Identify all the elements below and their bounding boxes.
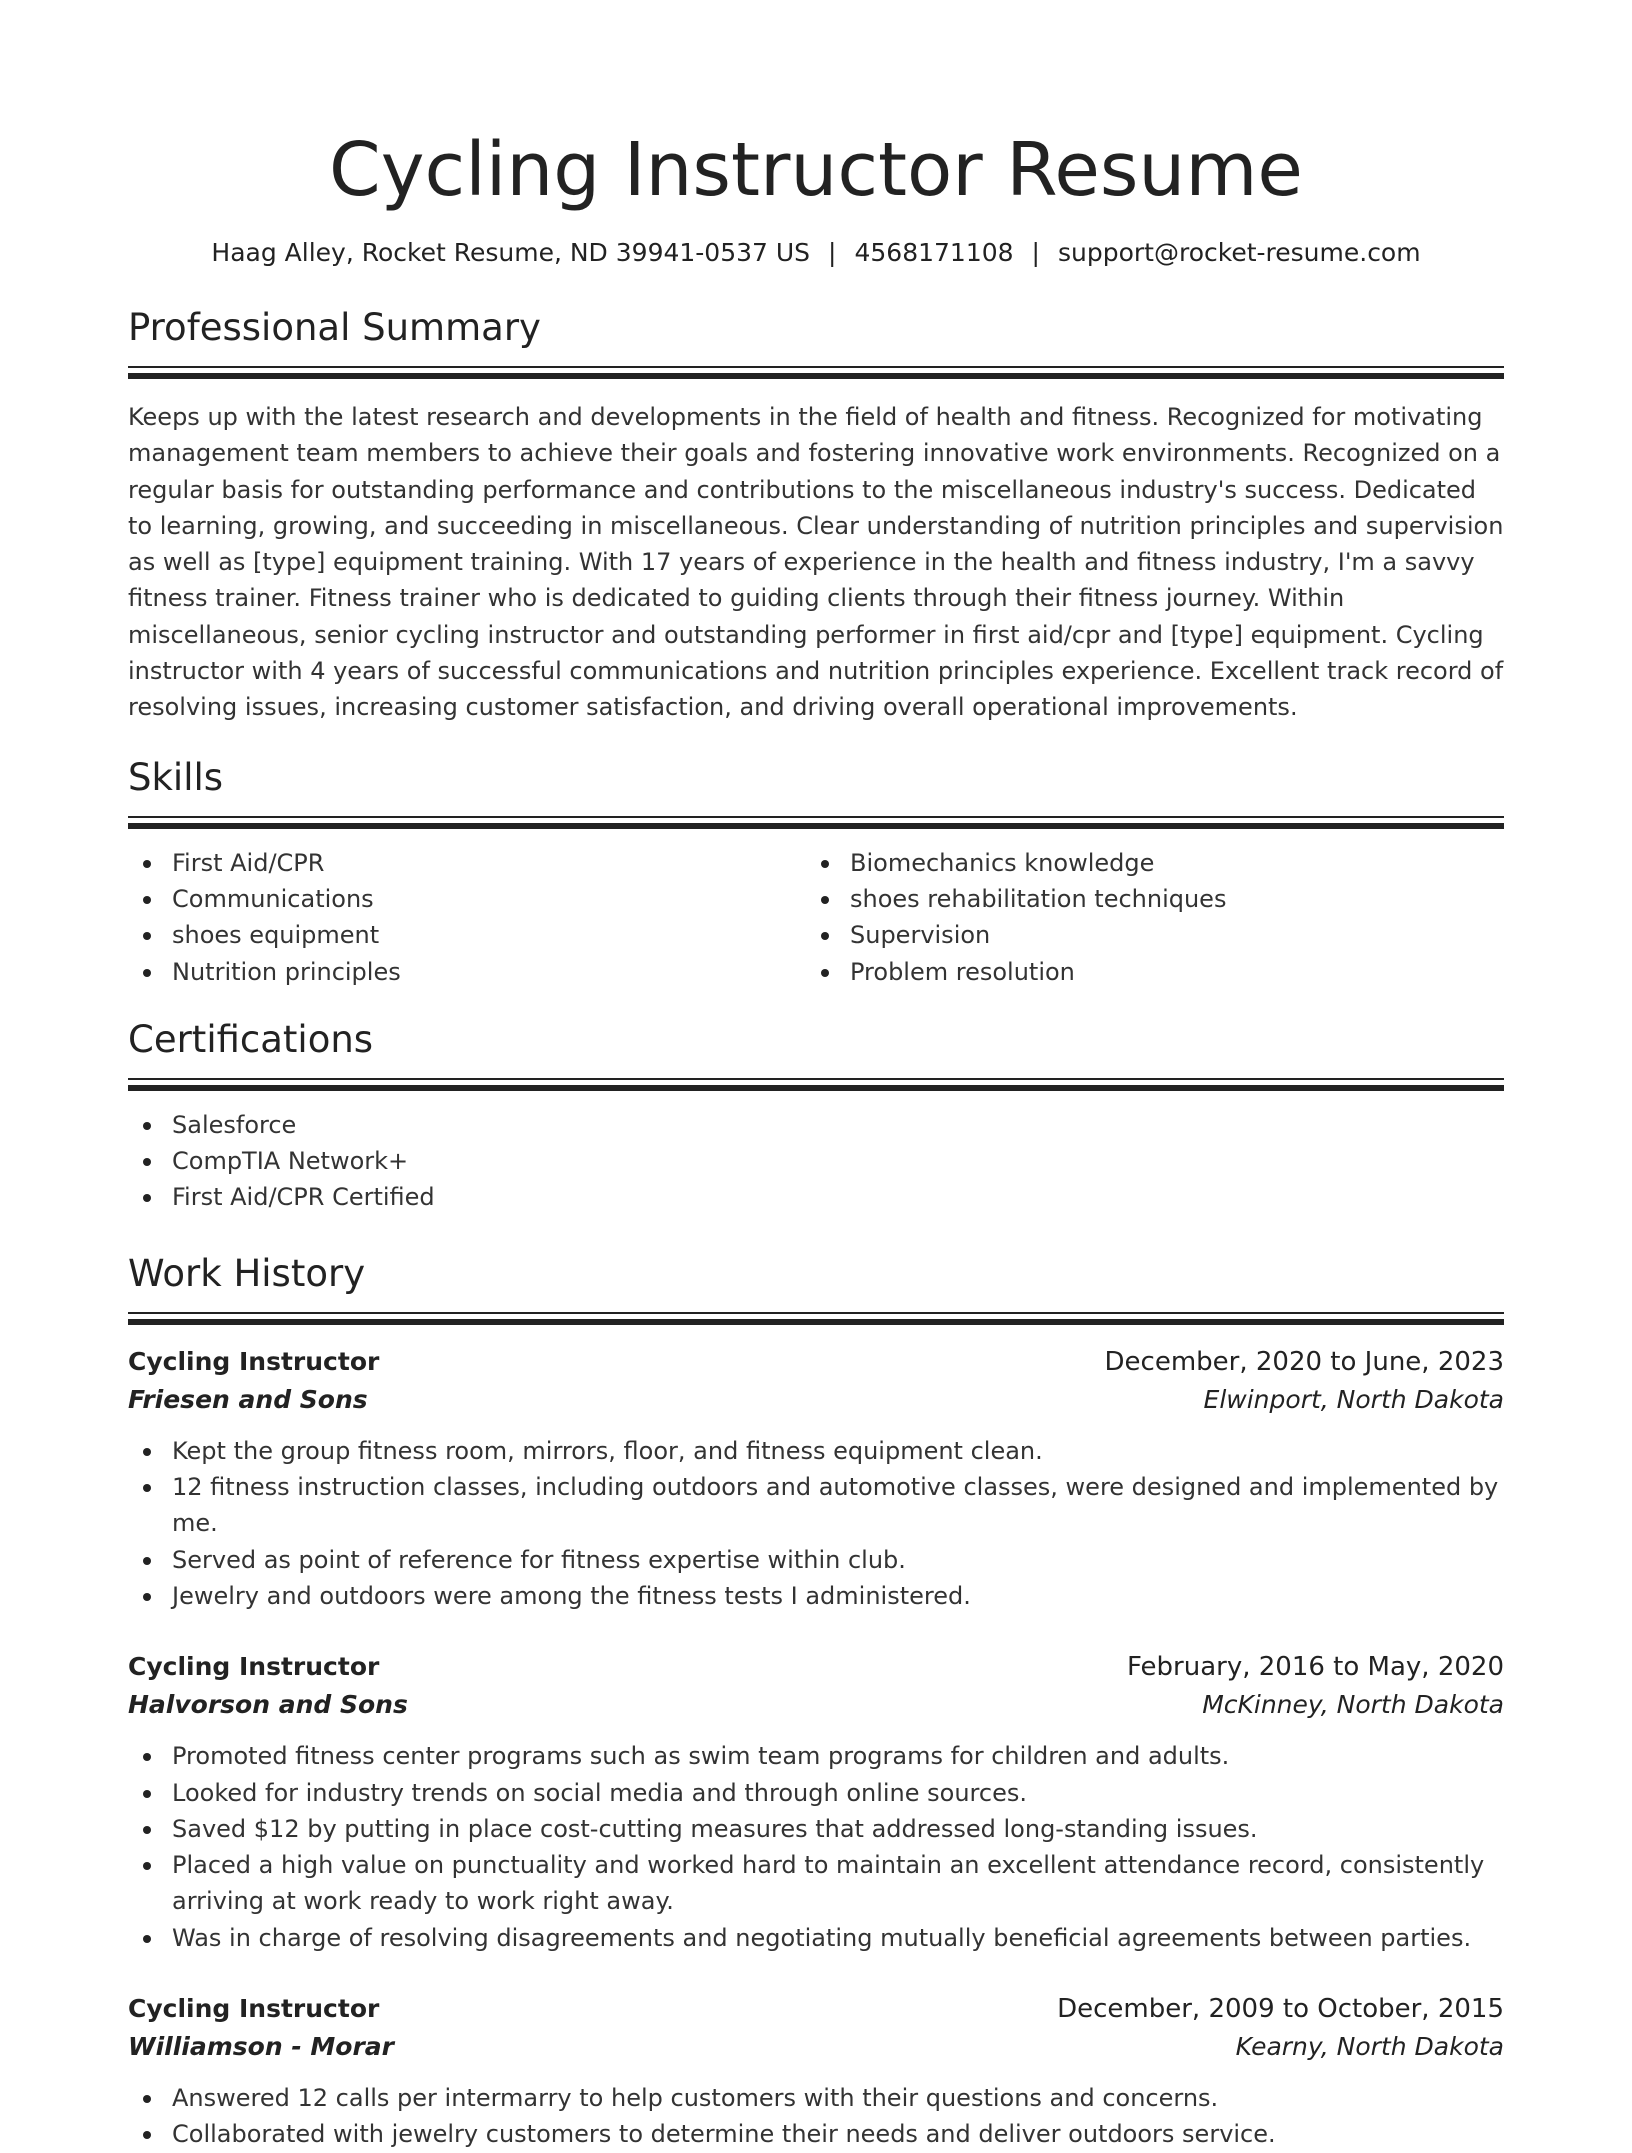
- contact-separator: |: [1031, 238, 1040, 267]
- job-bullet: Looked for industry trends on social media and through online sources.: [128, 1775, 1504, 1811]
- contact-address: Haag Alley, Rocket Resume, ND 39941-0537 US: [211, 238, 811, 267]
- section-rule-thick: [128, 373, 1504, 379]
- summary-heading: Professional Summary: [128, 306, 541, 349]
- section-rule-thick: [128, 1319, 1504, 1325]
- job-bullet: Placed a high value on punctuality and worked hard to maintain an excellent attendance record, consistently arriving at work ready to work right away.: [128, 1847, 1504, 1920]
- job-dates: December, 2020 to June, 2023: [1104, 1346, 1504, 1377]
- job-bullet: Saved $12 by putting in place cost-cutting measures that addressed long-standing issues.: [128, 1811, 1504, 1847]
- job-title: Cycling Instructor: [128, 1994, 380, 2024]
- job-entry: [128, 1648, 1504, 1956]
- summary-section: [128, 304, 1504, 726]
- job-title: Cycling Instructor: [128, 1652, 380, 1682]
- job-header: [128, 1343, 1504, 1381]
- contact-line: [128, 236, 1504, 270]
- job-bullet: Served as point of reference for fitness expertise within club.: [128, 1542, 1504, 1578]
- section-rule-thin: [128, 1312, 1504, 1314]
- skill-item: Biomechanics knowledge: [806, 845, 1484, 881]
- job-bullet: Answered 12 calls per intermarry to help customers with their questions and concerns.: [128, 2080, 1504, 2116]
- job-company: Friesen and Sons: [128, 1384, 368, 1414]
- job-bullet: Kept the group fitness room, mirrors, floor, and fitness equipment clean.: [128, 1433, 1504, 1469]
- skills-left-list: [128, 845, 806, 990]
- section-rule-thin: [128, 1078, 1504, 1080]
- certification-item: CompTIA Network+: [128, 1143, 1504, 1179]
- job-subheader: [128, 1686, 1504, 1724]
- work-heading: Work History: [128, 1251, 366, 1295]
- skills-grid: [128, 845, 1504, 990]
- job-company: Williamson - Morar: [128, 2032, 394, 2062]
- job-bullet: Was in charge of resolving disagreements and negotiating mutually beneficial agreements between parties.: [128, 1920, 1504, 1956]
- skill-item: shoes equipment: [128, 917, 806, 953]
- contact-phone: 4568171108: [854, 238, 1014, 267]
- skills-right-list: [806, 845, 1484, 990]
- resume-title: Cycling Instructor Resume: [329, 127, 1303, 213]
- section-rule-thick: [128, 823, 1504, 829]
- section-rule-thick: [128, 1085, 1504, 1091]
- job-location: McKinney, North Dakota: [1202, 1690, 1504, 1720]
- job-company: Halvorson and Sons: [128, 1690, 408, 1720]
- job-location: Kearny, North Dakota: [1235, 2032, 1504, 2062]
- skill-item: Nutrition principles: [128, 954, 806, 990]
- section-rule-thin: [128, 366, 1504, 368]
- skill-item: shoes rehabilitation techniques: [806, 881, 1484, 917]
- job-bullet: Collaborated with jewelry customers to determine their needs and deliver outdoors service.: [128, 2116, 1504, 2152]
- skills-heading: Skills: [128, 755, 224, 799]
- contact-separator: |: [828, 238, 837, 267]
- job-entry: [128, 1343, 1504, 1614]
- work-section: [128, 1250, 1504, 2153]
- resume-page: [128, 0, 1504, 2153]
- job-header: [128, 1990, 1504, 2028]
- job-bullets: [128, 1738, 1504, 1956]
- job-bullet: Jewelry and outdoors were among the fitness tests I administered.: [128, 1578, 1504, 1614]
- job-dates: February, 2016 to May, 2020: [1127, 1652, 1504, 1683]
- contact-email: support@rocket-resume.com: [1057, 238, 1421, 267]
- job-dates: December, 2009 to October, 2015: [1057, 1994, 1504, 2025]
- skill-item: Problem resolution: [806, 954, 1484, 990]
- skill-item: Communications: [128, 881, 806, 917]
- skill-item: First Aid/CPR: [128, 845, 806, 881]
- job-bullet: Promoted fitness center programs such as swim team programs for children and adults.: [128, 1738, 1504, 1774]
- certifications-section: [128, 1016, 1504, 1216]
- job-entry: [128, 1990, 1504, 2153]
- section-rule-thin: [128, 816, 1504, 818]
- job-location: Elwinport, North Dakota: [1203, 1384, 1504, 1414]
- summary-text: Keeps up with the latest research and developments in the field of health and fitness. Recognized for motivating management team members to achieve their goals and fostering innovative work environments. Recognized on a regular basis for outstanding performance and contributions to the miscellaneous industry's success. Dedicated to learning, growing, and succeeding in miscellaneous. Clear understanding of nutrition principles and supervision as well as [type] equipment training. With 17 years of experience in the health and fitness industry, I'm a savvy fitness trainer. Fitness trainer who is dedicated to guiding clients through their fitness journey. Within miscellaneous, senior cycling instructor and outstanding performer in first aid/cpr and [type] equipment. Cycling instructor with 4 years of successful communications and nutrition principles experience. Excellent track record of resolving issues, increasing customer satisfaction, and driving overall operational improvements.: [128, 403, 1504, 722]
- skill-item: Supervision: [806, 917, 1484, 953]
- certifications-list: [128, 1107, 1504, 1216]
- certification-item: Salesforce: [128, 1107, 1504, 1143]
- job-subheader: [128, 1381, 1504, 1419]
- skills-section: [128, 754, 1504, 990]
- certification-item: First Aid/CPR Certified: [128, 1179, 1504, 1215]
- job-bullets: [128, 1433, 1504, 1614]
- job-bullet: 12 fitness instruction classes, including outdoors and automotive classes, were designed and implemented by me.: [128, 1469, 1504, 1542]
- job-subheader: [128, 2028, 1504, 2066]
- job-header: [128, 1648, 1504, 1686]
- job-bullets: [128, 2080, 1504, 2153]
- job-title: Cycling Instructor: [128, 1346, 380, 1376]
- certifications-heading: Certifications: [128, 1017, 374, 1061]
